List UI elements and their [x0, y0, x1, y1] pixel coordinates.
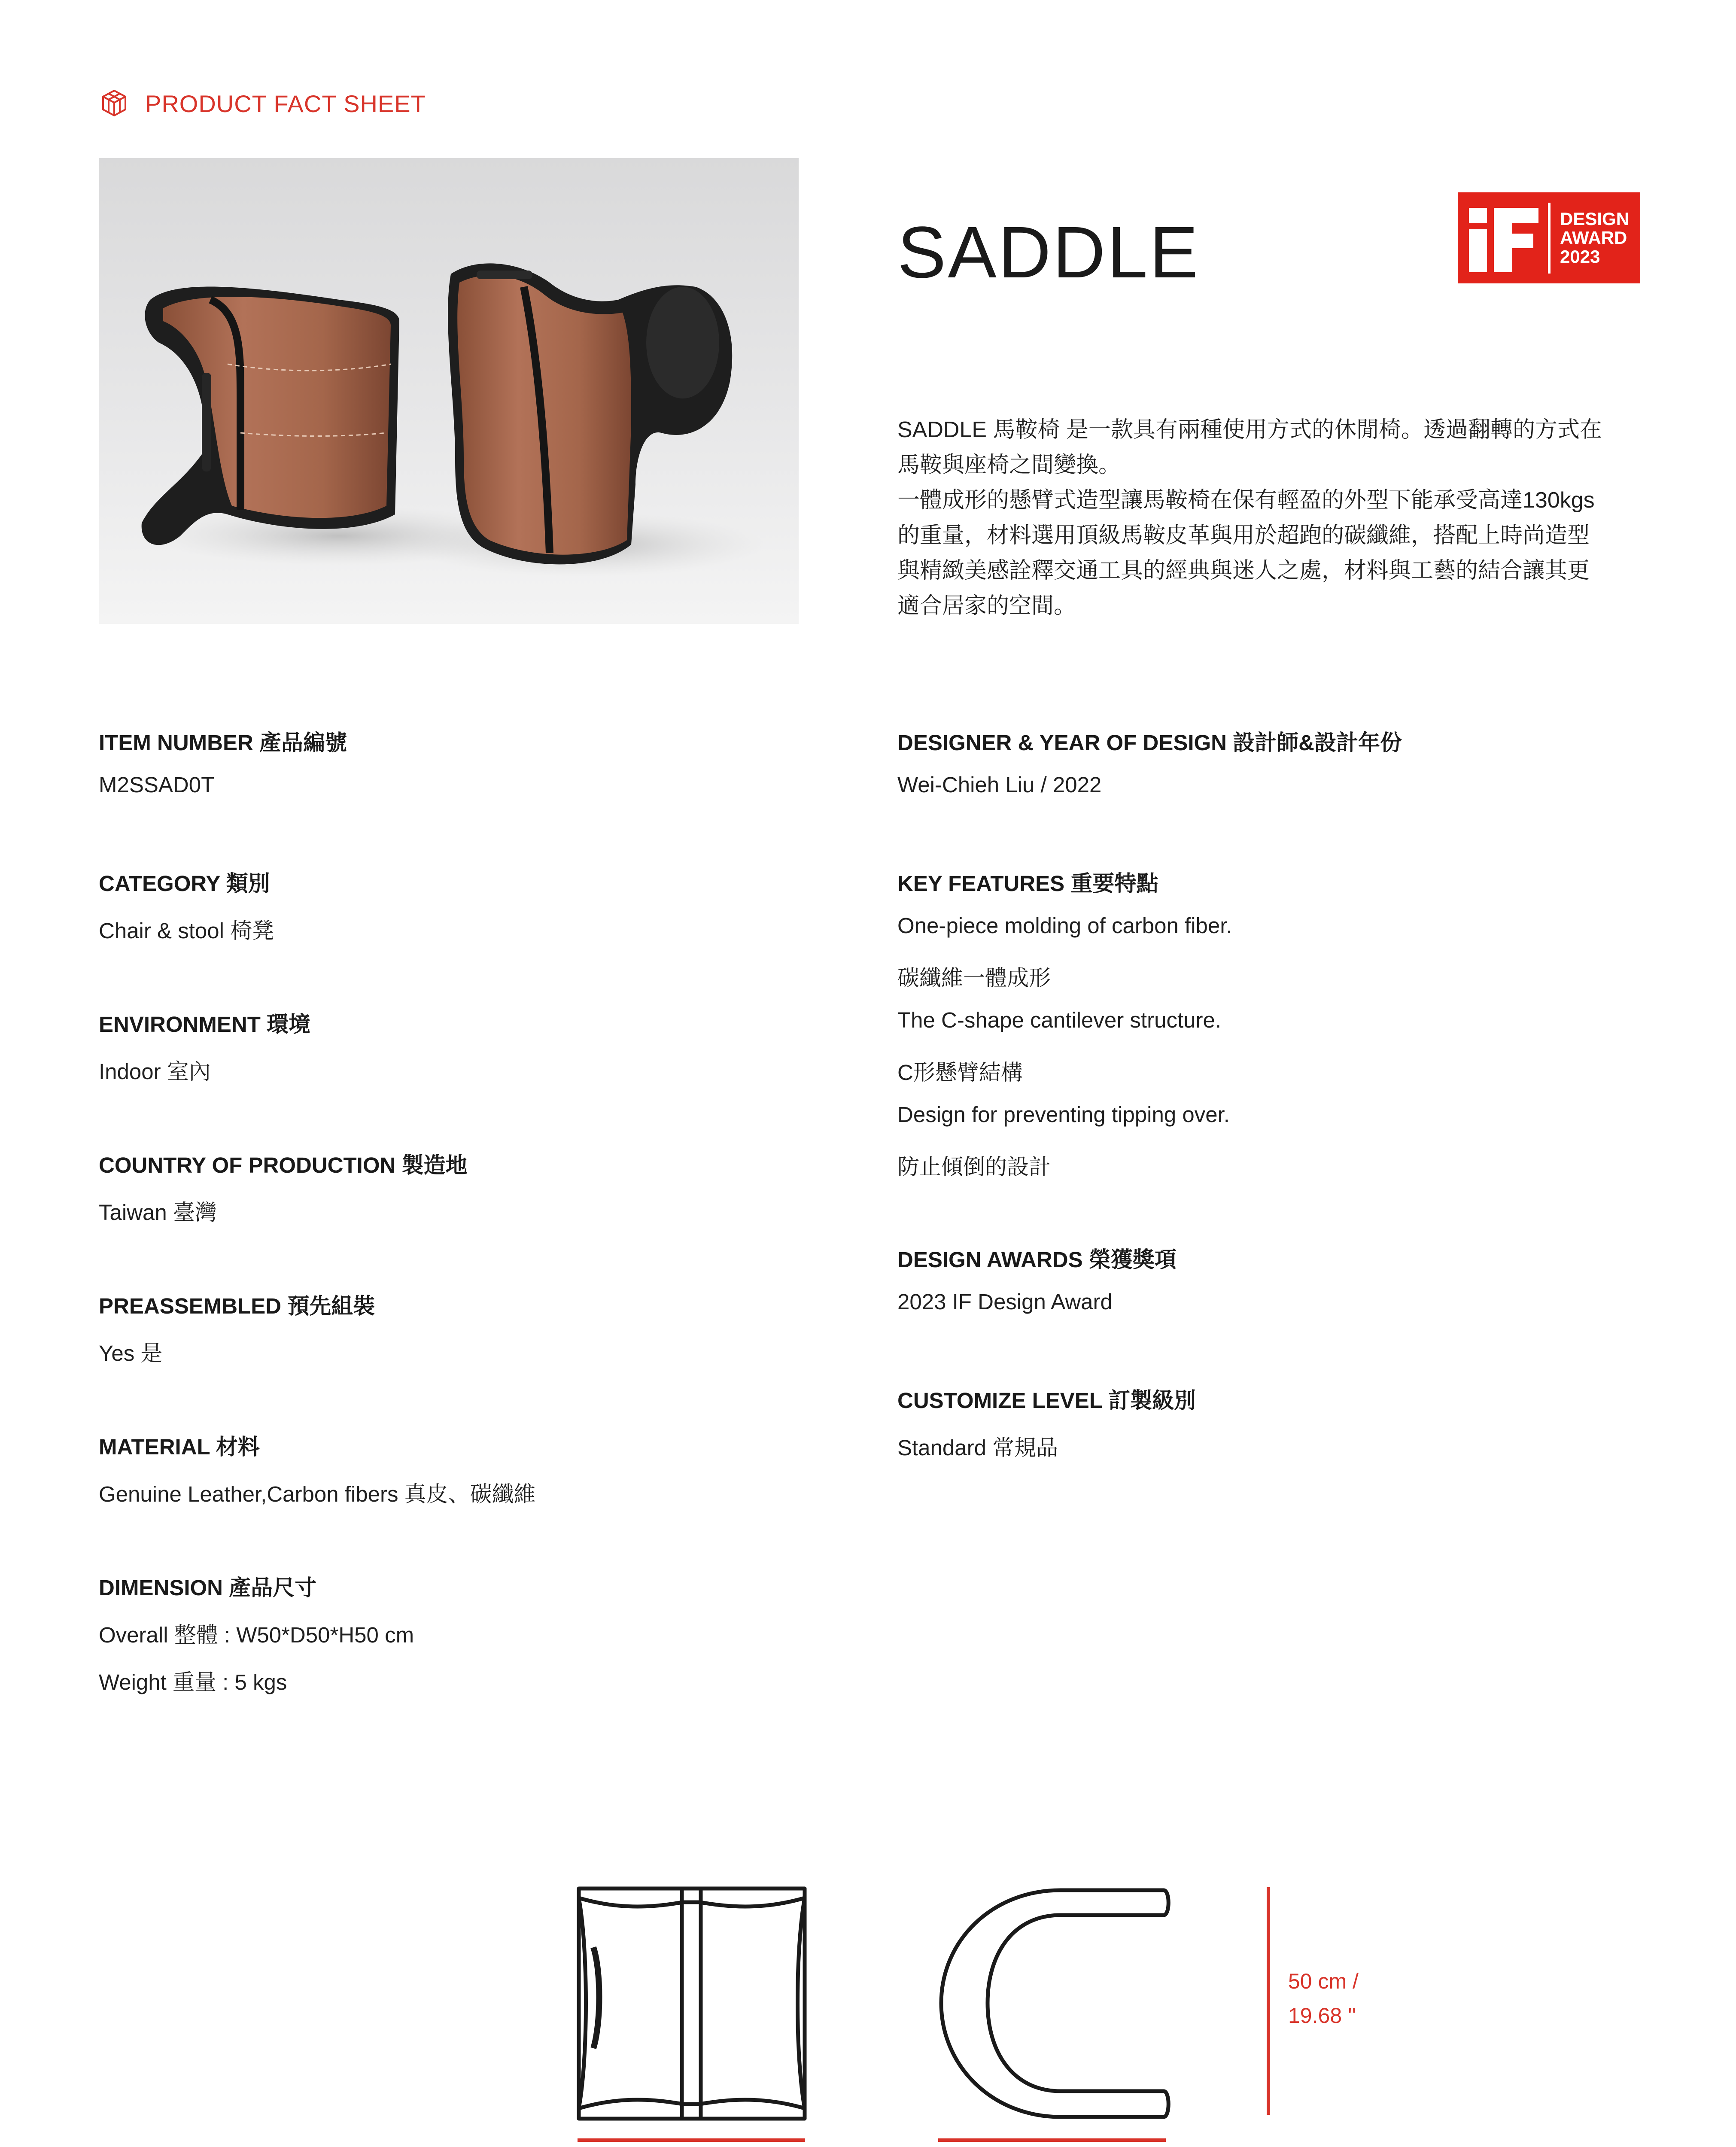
item-number-title: ITEM NUMBER 產品編號	[99, 730, 347, 755]
description-line: 的重量，材料選用頂級馬鞍皮革與用於超跑的碳纖維，搭配上時尚造型	[897, 523, 1590, 548]
award-text	[1560, 210, 1629, 266]
key-feature-item: 防止傾倒的設計	[897, 1155, 1051, 1179]
if-logo-icon	[1458, 192, 1548, 283]
design-awards-value: 2023 IF Design Award	[897, 1289, 1113, 1314]
badge-separator	[1548, 203, 1551, 274]
description-line: 馬鞍與座椅之間變換。	[897, 453, 1121, 477]
customize-level-title: CUSTOMIZE LEVEL 訂製級別	[897, 1388, 1196, 1413]
environment-value: Indoor 室內	[99, 1059, 211, 1084]
product-photo	[99, 158, 799, 624]
description-line: SADDLE 馬鞍椅 是一款具有兩種使用方式的休閒椅。透過翻轉的方式在	[897, 417, 1602, 442]
key-feature-item: C形懸臂結構	[897, 1060, 1023, 1085]
award-line-3: 2023	[1560, 246, 1600, 267]
height-dimension-line	[1267, 1887, 1270, 2115]
product-description	[897, 412, 1651, 623]
key-feature-item: Design for preventing tipping over.	[897, 1102, 1230, 1127]
side-view-drawing	[936, 1885, 1177, 2126]
front-width-dimension-line	[578, 2138, 805, 2142]
material-value: Genuine Leather,Carbon fibers 真皮、碳纖維	[99, 1482, 536, 1506]
description-line: 一體成形的懸臂式造型讓馬鞍椅在保有輕盈的外型下能承受高達130kgs	[897, 488, 1595, 513]
dimension-weight-value: Weight 重量 : 5 kgs	[99, 1670, 287, 1694]
country-of-production-title: COUNTRY OF PRODUCTION 製造地	[99, 1153, 468, 1177]
customize-level-value: Standard 常規品	[897, 1435, 1058, 1460]
cube-logo-icon	[99, 88, 130, 119]
header-label: PRODUCT FACT SHEET	[145, 90, 426, 117]
dimension-overall-value: Overall 整體 : W50*D50*H50 cm	[99, 1623, 414, 1647]
key-features-title: KEY FEATURES 重要特點	[897, 871, 1158, 896]
designer-value: Wei-Chieh Liu / 2022	[897, 772, 1102, 797]
key-feature-item: 碳纖維一體成形	[897, 966, 1051, 990]
description-line: 與精緻美感詮釋交通工具的經典與迷人之處，材料與工藝的結合讓其更	[897, 558, 1590, 583]
side-width-dimension-line	[938, 2138, 1166, 2142]
preassembled-value: Yes 是	[99, 1341, 163, 1365]
description-line: 適合居家的空間。	[897, 593, 1076, 618]
key-feature-item: One-piece molding of carbon fiber.	[897, 913, 1232, 938]
fact-sheet-header	[99, 88, 426, 119]
height-label-line-2: 19.68 ''	[1288, 2004, 1356, 2028]
product-title: SADDLE	[897, 212, 1200, 293]
award-line-1: DESIGN	[1560, 209, 1630, 229]
preassembled-title: PREASSEMBLED 預先組裝	[99, 1294, 375, 1318]
award-line-2: AWARD	[1560, 228, 1627, 248]
environment-title: ENVIRONMENT 環境	[99, 1012, 311, 1037]
front-view-drawing	[571, 1885, 812, 2126]
material-title: MATERIAL 材料	[99, 1435, 260, 1459]
key-feature-item: The C-shape cantilever structure.	[897, 1008, 1221, 1032]
item-number-value: M2SSAD0T	[99, 772, 215, 797]
category-title: CATEGORY 類別	[99, 871, 270, 896]
category-value: Chair & stool 椅凳	[99, 918, 274, 943]
dimension-title: DIMENSION 產品尺寸	[99, 1575, 317, 1600]
if-design-award-badge	[1458, 192, 1640, 283]
design-awards-title: DESIGN AWARDS 榮獲獎項	[897, 1247, 1177, 1272]
height-label-line-1: 50 cm /	[1288, 1969, 1359, 1993]
country-of-production-value: Taiwan 臺灣	[99, 1200, 217, 1225]
designer-title: DESIGNER & YEAR OF DESIGN 設計師&設計年份	[897, 730, 1402, 755]
